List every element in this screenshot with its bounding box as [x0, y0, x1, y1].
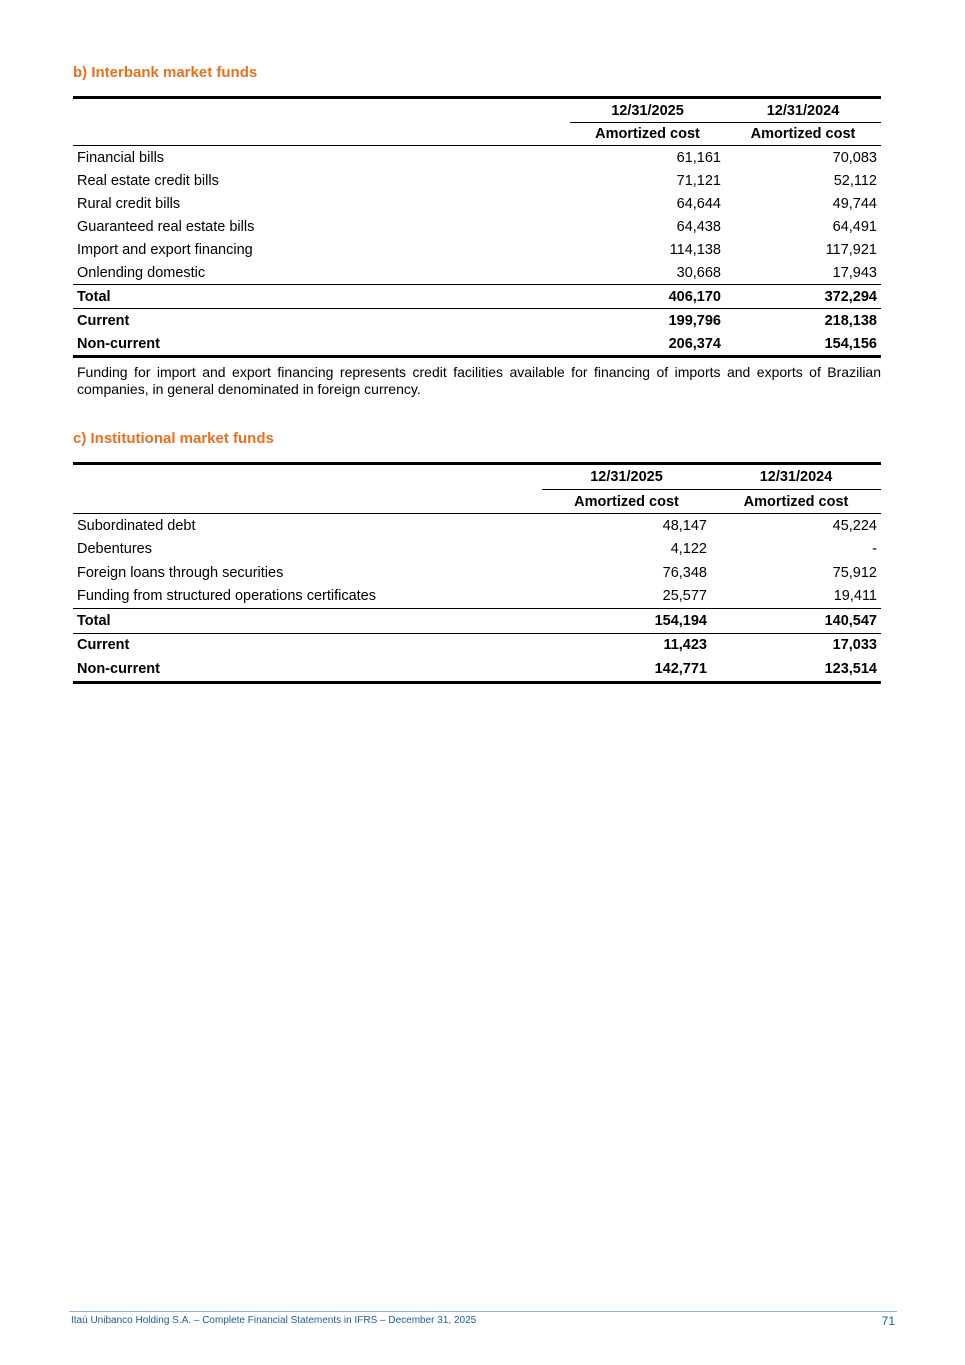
current-label: Current	[73, 309, 570, 333]
row-label: Foreign loans through securities	[77, 564, 284, 581]
row-value-2024: 49,744	[832, 195, 877, 212]
row-value-2024: 17,943	[832, 264, 877, 281]
row-label: Rural credit bills	[77, 195, 181, 212]
row-value-2024: 75,912	[832, 564, 877, 581]
row-value-2025: 64,644	[676, 195, 721, 212]
total-row	[73, 285, 881, 309]
table-row	[73, 215, 881, 238]
non-current-row	[73, 657, 881, 682]
row-value-2024: 64,491	[832, 218, 877, 235]
row-label: Onlending domestic	[77, 264, 206, 281]
row-value-2024: 19,411	[833, 588, 877, 605]
non-current-value-2025: 142,771	[542, 657, 711, 682]
row-label: Subordinated debt	[77, 517, 196, 534]
current-value-2024: 17,033	[711, 633, 881, 657]
total-value-2024: 372,294	[725, 285, 881, 309]
column-measure-2024: Amortized cost	[725, 123, 881, 146]
table-row	[73, 238, 881, 261]
row-value-2024: 45,224	[832, 517, 877, 534]
row-value-2025: 25,577	[662, 588, 707, 605]
non-current-value-2024: 154,156	[725, 332, 881, 357]
row-value-2025: 61,161	[676, 149, 721, 166]
section-b-title: b) Interbank market funds	[73, 64, 258, 81]
row-label: Guaranteed real estate bills	[77, 218, 255, 235]
section-c-title: c) Institutional market funds	[73, 430, 274, 447]
total-row	[73, 609, 881, 634]
table-header-measures	[73, 490, 881, 514]
column-date-2025: 12/31/2025	[590, 469, 663, 485]
current-row	[73, 309, 881, 333]
column-measure-2025: Amortized cost	[542, 490, 711, 514]
row-value-2025: 30,668	[676, 264, 721, 281]
page-number: 71	[881, 1314, 895, 1328]
column-measure-2024: Amortized cost	[711, 490, 881, 514]
column-date-2024: 12/31/2024	[766, 102, 840, 119]
institutional-funds-table	[73, 462, 881, 684]
row-value-2025: 71,121	[676, 172, 721, 189]
total-value-2024: 140,547	[711, 609, 881, 634]
table-row	[73, 514, 881, 538]
row-label: Real estate credit bills	[77, 172, 219, 189]
table-header-dates	[73, 464, 881, 490]
interbank-funds-table	[73, 96, 881, 358]
table-row	[73, 585, 881, 609]
row-value-2024: 52,112	[833, 172, 877, 189]
current-row	[73, 633, 881, 657]
current-value-2025: 11,423	[542, 633, 711, 657]
table-row	[73, 169, 881, 192]
total-label: Total	[73, 609, 542, 634]
non-current-row	[73, 332, 881, 357]
table-header-measures	[73, 123, 881, 146]
footer-text: Itaú Unibanco Holding S.A. – Complete Financial Statements in IFRS – December 31, 2025	[71, 1315, 477, 1326]
table-row	[73, 538, 881, 562]
row-value-2025: 4,122	[670, 541, 707, 558]
column-date-2025: 12/31/2025	[611, 102, 684, 119]
row-value-2024: -	[872, 541, 877, 558]
row-value-2025: 64,438	[676, 218, 721, 235]
column-date-2024: 12/31/2024	[759, 469, 833, 485]
current-value-2025: 199,796	[570, 309, 725, 333]
section-b-note: Funding for import and export financing represents credit facilities available for financing of imports and exports of Brazilian companies, in general denominated in foreign currency.	[77, 364, 881, 397]
total-value-2025: 154,194	[542, 609, 711, 634]
row-value-2024: 70,083	[832, 149, 877, 166]
row-label: Funding from structured operations certificates	[77, 588, 376, 605]
table-row	[73, 261, 881, 285]
column-measure-2025: Amortized cost	[570, 123, 725, 146]
row-value-2025: 48,147	[662, 517, 707, 534]
total-label: Total	[73, 285, 570, 309]
row-value-2024: 117,921	[825, 241, 877, 258]
current-value-2024: 218,138	[725, 309, 881, 333]
row-value-2025: 114,138	[669, 241, 721, 258]
footer-divider	[69, 1311, 897, 1312]
non-current-value-2024: 123,514	[711, 657, 881, 682]
row-label: Financial bills	[77, 149, 165, 166]
table-row	[73, 561, 881, 585]
non-current-label: Non-current	[73, 332, 570, 357]
row-label: Import and export financing	[77, 241, 253, 258]
table-row	[73, 146, 881, 170]
non-current-value-2025: 206,374	[570, 332, 725, 357]
row-value-2025: 76,348	[662, 564, 707, 581]
table-header-dates	[73, 98, 881, 123]
total-value-2025: 406,170	[570, 285, 725, 309]
current-label: Current	[73, 633, 542, 657]
table-row	[73, 192, 881, 215]
non-current-label: Non-current	[73, 657, 542, 682]
row-label: Debentures	[77, 541, 152, 558]
